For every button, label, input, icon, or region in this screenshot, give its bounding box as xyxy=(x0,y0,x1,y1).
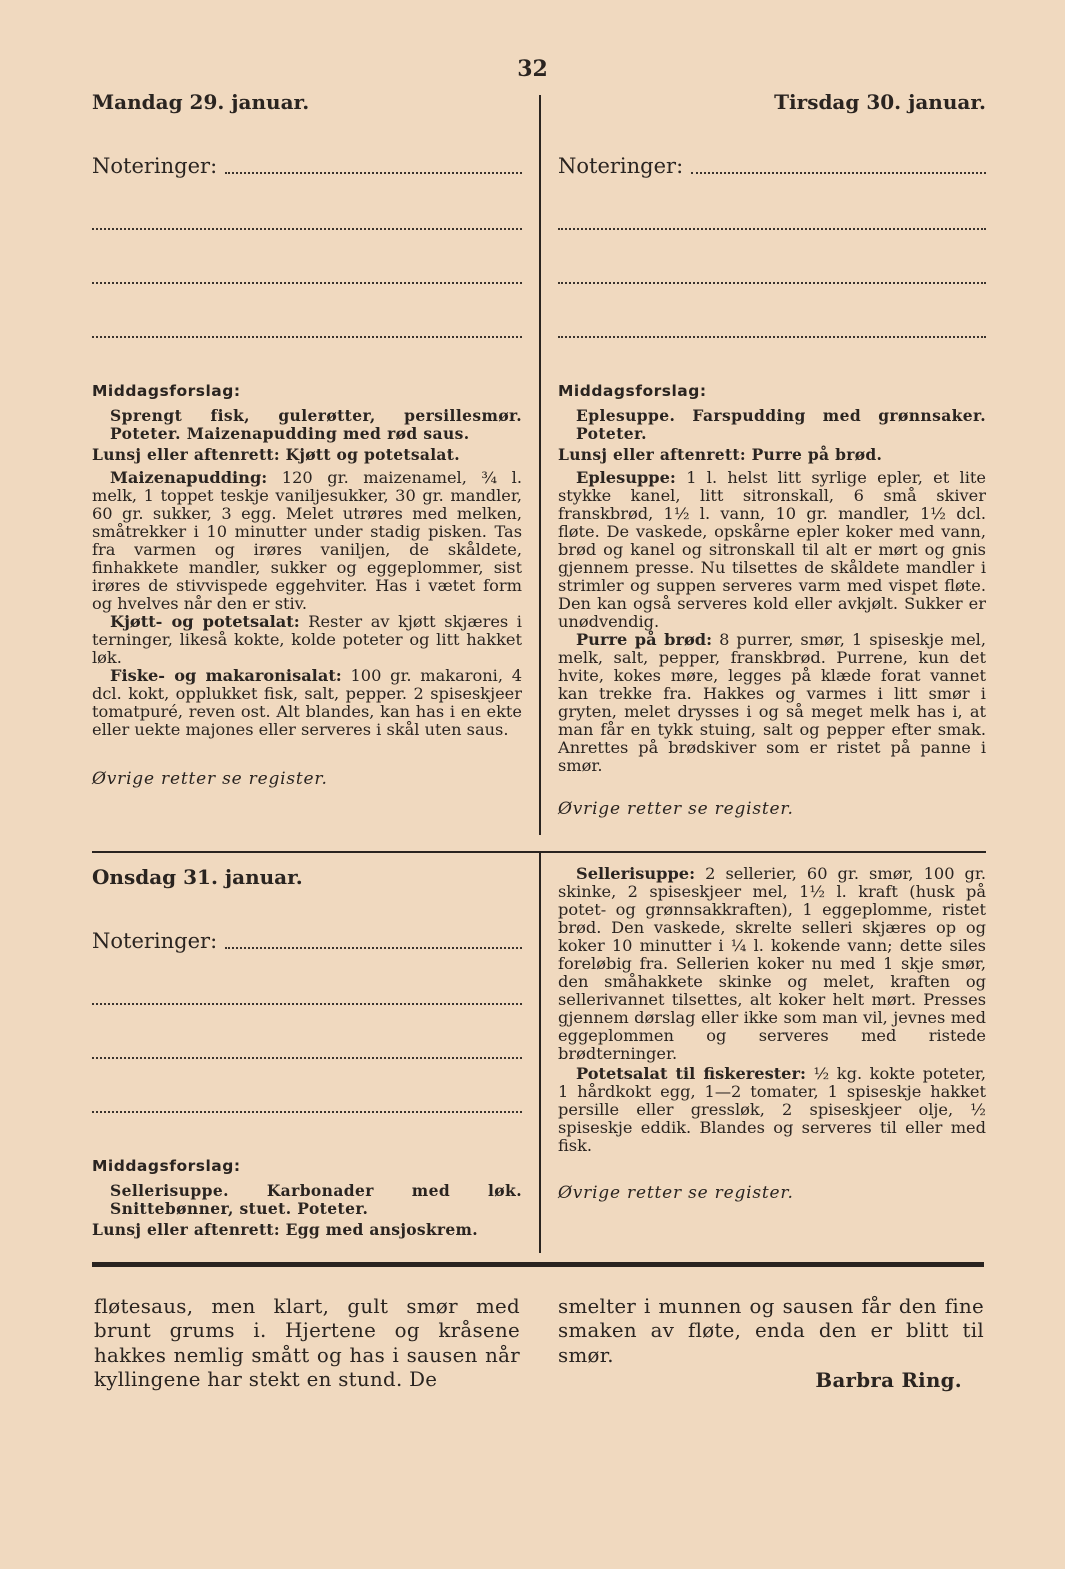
recipe-name: Potetsalat til fiskerester: xyxy=(576,1064,806,1083)
day-title: Onsdag 31. januar. xyxy=(92,865,303,889)
recipe-text: ½ kg. kokte poteter, 1 hårdkokt egg, 1—2 tomater, 1 spiseskje hakket persille eller gressløk, 2 spiseskjeer olje, ½ spiseskje eddik. Blandes og serveres til eller med fisk. xyxy=(558,1064,987,1155)
recipe-text: 8 purrer, smør, 1 spiseskje mel, melk, salt, pepper, franskbrød. Purrene, kun det hvite, kokes møre, legges på klæde forat vannet kan trekke fra. Hakkes og varmes i litt smør i gryten, melet drysses i og så meget melk has i, at man får en tykk stuing, salt og pepper efter smak. Anrettes på brødskiver som er ristet på panne i smør. xyxy=(558,630,986,775)
notes-row xyxy=(92,929,522,953)
menu-suggestion: Sprengt fisk, gulerøtter, persillesmør. Poteter. Maizenapudding med rød saus. xyxy=(110,406,522,443)
tuesday-section xyxy=(558,90,986,819)
recipe-name: Maizenapudding: xyxy=(110,468,268,487)
recipe-text: 2 sellerier, 60 gr. smør, 100 gr. skinke, 2 spiseskjeer mel, 1½ l. kraft (husk på potet- og grønnsakkraften), 1 eggeplomme, ristet brød. Den vaskede, skrelte selleri skjæres op og koker 10 minutter i ¼ l. kokende vann; dette siles foreløbig fra. Sellerien koker nu med 1 skje smør, den småhakkete skinke og melet, kraften og sellerivannet tilsettes, alt koker helt mørt. Presses gjennem dørslag eller ikke som man vil, jevnes med eggeplommen og serveres med ristede brødterninger. xyxy=(558,864,986,1063)
recipe-item xyxy=(558,865,986,1063)
recipe-item xyxy=(558,631,986,775)
dinner-heading: Middagsforslag: xyxy=(558,382,707,400)
story-text-right xyxy=(558,1295,984,1393)
recipe-item xyxy=(558,469,986,631)
author-signature: Barbra Ring. xyxy=(815,1368,962,1393)
wednesday-recipes xyxy=(558,865,986,1203)
notes-dotline xyxy=(92,336,522,338)
notes-dotline xyxy=(92,1111,522,1113)
recipe-text: 1 l. helst litt syrlige epler, et lite stykke kanel, litt sitronskall, 6 små skiver franskbrød, 1½ l. vann, 10 gr. mandler, 1½ dcl. fløte. De vaskede, opskårne epler koker med vann, brød og kanel og sitronskall til alt er mørt og gnis gjennem presse. Nu tilsettes de skåldete mandler i strimler og suppen serveres varm med vispet fløte. Den kan også serveres kold eller avkjølt. Sukker er unødvendig. xyxy=(558,468,986,631)
recipe-list xyxy=(92,469,522,739)
recipe-list xyxy=(558,865,986,1155)
lunch-suggestion: Lunsj eller aftenrett: Egg med ansjoskrem. xyxy=(92,1220,478,1239)
recipe-list xyxy=(558,469,986,775)
dinner-heading: Middagsforslag: xyxy=(92,1157,241,1175)
menu-suggestion: Eplesuppe. Farspudding med grønnsaker. Poteter. xyxy=(576,406,986,443)
recipe-name: Eplesuppe: xyxy=(576,468,676,487)
notes-dotline xyxy=(92,282,522,284)
recipe-name: Purre på brød: xyxy=(576,630,713,649)
see-register-note: Øvrige retter se register. xyxy=(92,769,328,789)
recipe-item xyxy=(92,667,522,739)
notes-dotline xyxy=(225,170,522,174)
recipe-name: Kjøtt- og potetsalat: xyxy=(110,612,300,631)
notes-label: Noteringer: xyxy=(92,929,218,953)
recipe-text: 100 gr. makaroni, 4 dcl. kokt, opplukket fisk, salt, pepper. 2 spiseskjeer tomatpuré, reven ost. Alt blandes, kan has i en ekte eller uekte majones eller serveres i skål uten saus. xyxy=(92,666,522,739)
wednesday-section xyxy=(92,865,522,1239)
lunch-suggestion: Lunsj eller aftenrett: Kjøtt og potetsalat. xyxy=(92,445,460,464)
column-divider-bottom xyxy=(539,853,541,1253)
recipe-item xyxy=(92,469,522,613)
notes-dotline xyxy=(92,1003,522,1005)
dinner-heading: Middagsforslag: xyxy=(92,382,241,400)
notes-dotline xyxy=(558,282,986,284)
recipe-item xyxy=(558,1065,986,1155)
see-register-note: Øvrige retter se register. xyxy=(558,799,794,819)
recipe-text: 120 gr. maizenamel, ¾ l. melk, 1 toppet teskje vaniljesukker, 30 gr. mandler, 60 gr. sukker, 3 egg. Melet utrøres med melken, småtrekker i 10 minutter under stadig pisken. Tas fra varmen og irøres vaniljen, de skåldete, finhakkete mandler, sukker og eggeplommer, sist irøres de stivvispede eggehviter. Has i vætet form og hvelves når den er stiv. xyxy=(92,468,522,613)
story-text-left: fløtesaus, men klart, gult smør med brunt grums i. Hjertene og kråsene hakkes nemlig smått og has i sausen når kyllingene har stekt en stund. De xyxy=(94,1295,520,1392)
menu-suggestion: Sellerisuppe. Karbonader med løk. Snittebønner, stuet. Poteter. xyxy=(110,1181,522,1218)
notes-label: Noteringer: xyxy=(92,154,218,178)
notes-dotline xyxy=(558,336,986,338)
recipe-text: Rester av kjøtt skjæres i terninger, likeså kokte, kolde poteter og litt hakket løk. xyxy=(92,612,522,667)
notes-row xyxy=(92,154,522,178)
notes-dotline xyxy=(558,228,986,230)
recipe-name: Sellerisuppe: xyxy=(576,864,696,883)
bottom-rule xyxy=(92,1262,984,1267)
notes-dotline xyxy=(225,945,522,949)
notes-dotline xyxy=(92,1057,522,1059)
recipe-item xyxy=(92,613,522,667)
notes-dotline xyxy=(691,170,986,174)
notes-row xyxy=(558,154,986,178)
notes-label: Noteringer: xyxy=(558,154,684,178)
day-title: Tirsdag 30. januar. xyxy=(774,90,986,114)
page-number: 32 xyxy=(517,56,548,82)
lunch-suggestion: Lunsj eller aftenrett: Purre på brød. xyxy=(558,445,883,464)
story-text-right-body: smelter i munnen og sausen får den fine smaken av fløte, enda den er blitt til smør. xyxy=(558,1295,984,1367)
recipe-name: Fiske- og makaronisalat: xyxy=(110,666,342,685)
section-rule xyxy=(92,851,986,853)
see-register-note: Øvrige retter se register. xyxy=(558,1183,794,1203)
monday-section xyxy=(92,90,522,789)
notes-dotline xyxy=(92,228,522,230)
day-title: Mandag 29. januar. xyxy=(92,90,310,114)
column-divider-top xyxy=(539,95,541,835)
